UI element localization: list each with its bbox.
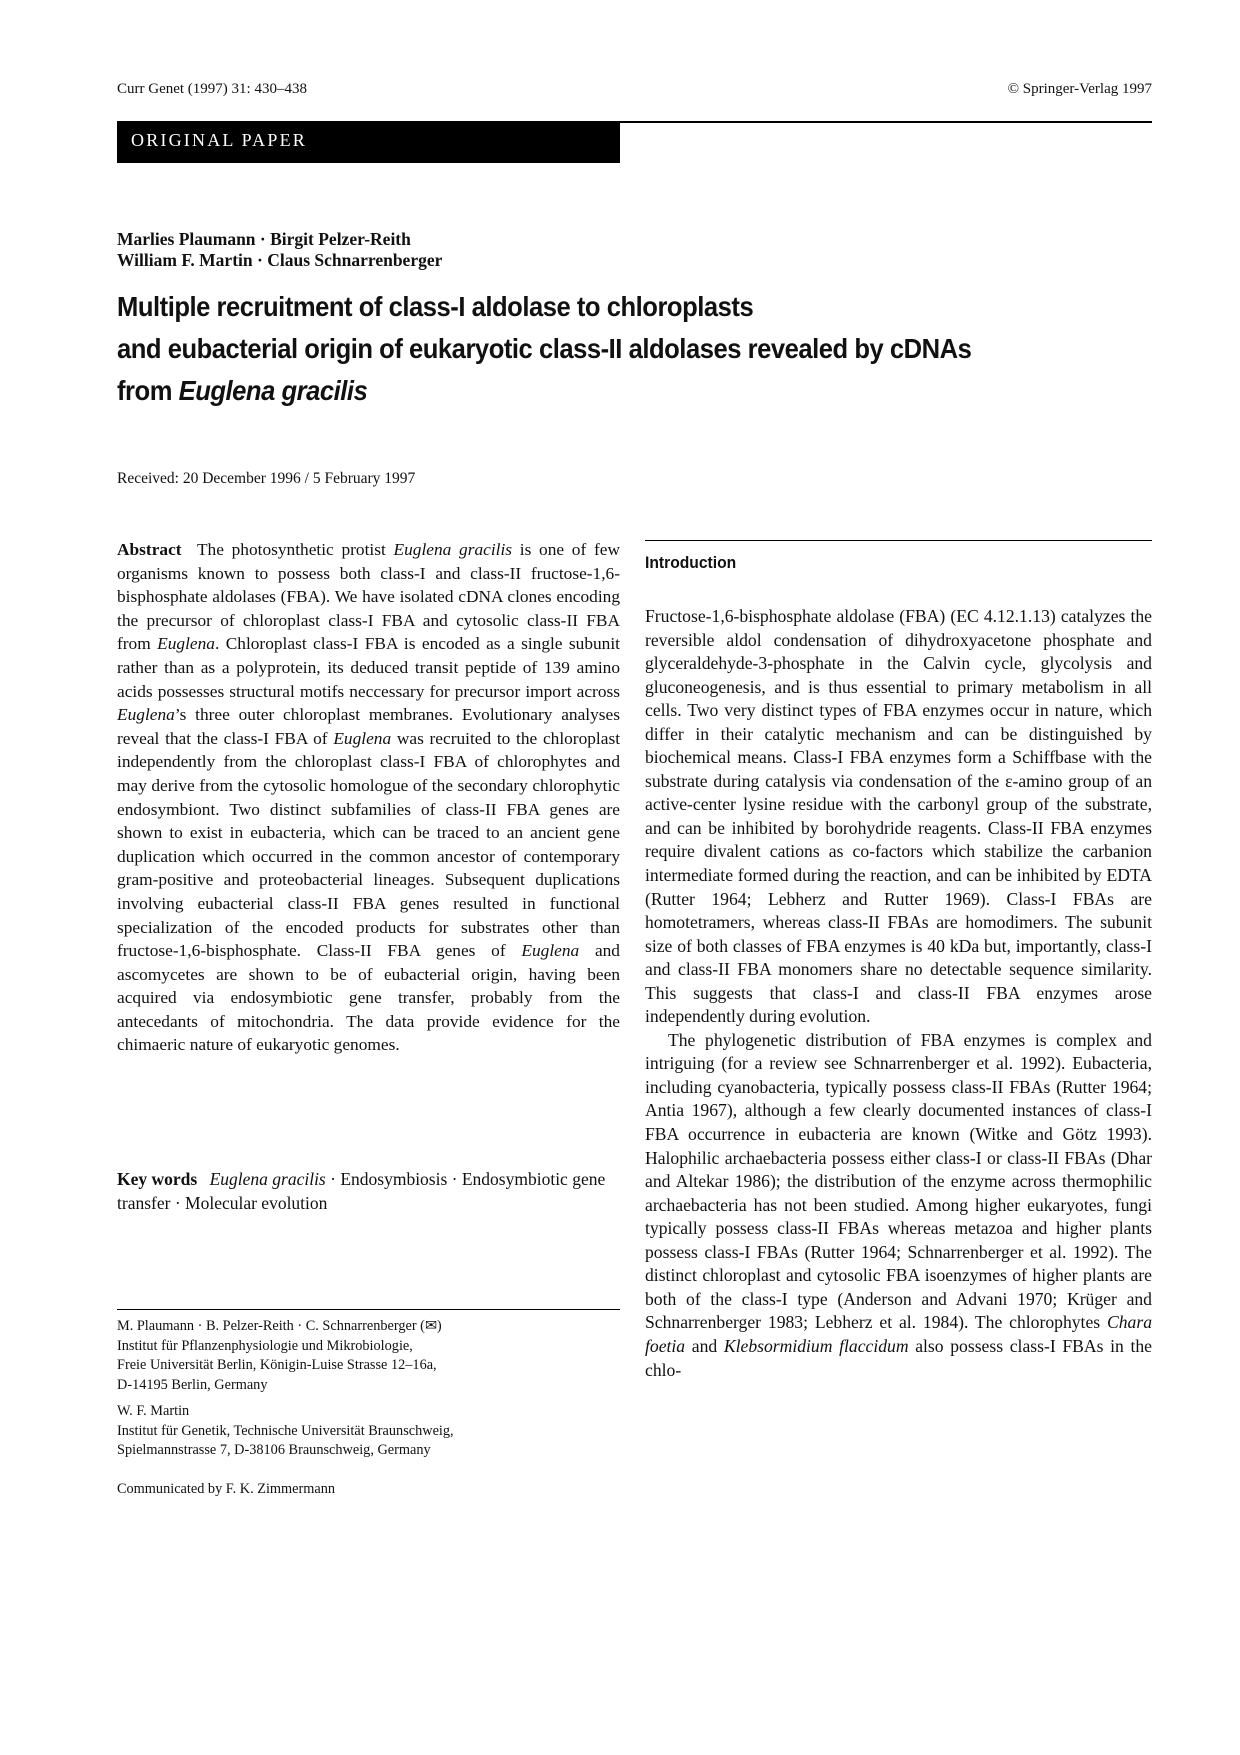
paragraph (645, 1029, 1152, 1382)
abstract-text: The photosynthetic protist (196, 540, 386, 559)
received-dates: Received: 20 December 1996 / 5 February 1997 (117, 470, 416, 487)
affiliation-line: D-14195 Berlin, Germany (117, 1376, 268, 1393)
paragraph (645, 605, 1152, 1029)
title-line: Multiple recruitment of class-I aldolase to chloroplasts (117, 291, 754, 322)
footnote-rule (117, 1309, 620, 1310)
title-line: and eubacterial origin of eukaryotic class-II aldolases revealed by cDNAs (117, 333, 972, 364)
title-prefix: from (117, 375, 172, 406)
affiliation-block (117, 1402, 620, 1461)
communicated-by: Communicated by F. K. Zimmermann (117, 1481, 336, 1497)
abstract-text: is one of few organisms known to possess both class-I and class-II fructose-1,6-bisphosphate aldolases (FBA). We have isolated cDNA clones encoding the precursor of chloroplast class-I FBA and cytosolic class-II FBA from (117, 540, 620, 654)
paragraph-text: -amino group of an active-center lysine residue with the carbonyl group of the substrate, and can be inhibited by borohydride reagents. Class-II FBA enzymes require divalent cations as co-factors which stabilize the carbanion intermediate formed during the reaction, and can be inhibited by EDTA (Rutter 1964; Lebherz and Rutter 1969). Class-I FBAs are homotetramers, whereas class-II FBAs are homodimers. The subunit size of both classes of FBA enzymes is 40 kDa but, importantly, class-I and class-II FBA monomers share no detectable sequence similarity. This suggests that class-I and class-II FBA enzymes arose independently during evolution. (645, 770, 1153, 1027)
journal-citation: Curr Genet (1997) 31: 430–438 (117, 81, 307, 97)
affiliation-line: Spielmannstrasse 7, D-38106 Braunschweig, Germany (117, 1442, 431, 1458)
paragraph-text: and (691, 1335, 718, 1356)
affiliation-line: Freie Universität Berlin, Königin-Luise Strasse 12–16a, (117, 1357, 437, 1373)
affiliation-authors: W. F. Martin (117, 1403, 190, 1419)
author-list (117, 229, 442, 271)
title-line (117, 370, 1084, 412)
abstract-text: and ascomycetes are shown to be of eubacterial origin, having been acquired via endosymbiotic gene transfer, probably from the antecedants of mitochondria. The data provide evidence for the chimaeric nature of eukaryotic genomes. (117, 941, 620, 1055)
abstract-species: Euglena gracilis (393, 540, 513, 559)
paragraph-text: Fructose-1,6-bisphosphate aldolase (FBA) (EC 4.12.1.13) catalyzes the reversible aldol condensation of dihydroxyacetone phosphate and glyceraldehyde-3-phosphate in the Calvin cycle, glycolysis and gluconeogenesis, and is thus essential to primary metabolism in all cells. Two very distinct types of FBA enzymes occur in nature, which differ in their catalytic mechanism and can be distinguished by biochemical means. Class-I FBA enzymes form a Schiffbase with the substrate during catalysis via condensation of the (645, 606, 1152, 791)
introduction-body (645, 605, 1152, 1382)
article-type-label: ORIGINAL PAPER (131, 130, 307, 150)
abstract-label: Abstract (117, 540, 182, 559)
publisher-copyright: © Springer-Verlag 1997 (1007, 81, 1152, 97)
paragraph-text: also possess class-I FBAs in the chlo- (645, 1335, 1152, 1380)
abstract-text: . Chloroplast class-I FBA is encoded as a single subunit rather than as a polyprotein, its deduced transit peptide of 139 amino acids possesses structural motifs neccessary for precursor import across (117, 634, 620, 701)
abstract-text: ’s three outer chloroplast membranes. Evolutionary analyses reveal that the class-I FBA of (117, 705, 620, 748)
affiliation-line: Institut für Pflanzenphysiologie und Mikrobiologie, (117, 1337, 413, 1354)
abstract-species: Euglena (333, 728, 392, 748)
affiliation-block (117, 1317, 620, 1395)
paragraph-text: The phylogenetic distribution of FBA enzymes is complex and intriguing (for a review see Schnarrenberger et al. 1992). Eubacteria, including cyanobacteria, typically possess class-II FBAs (Rutter 1964; Antia 1967), although a few clearly documented instances of class-I FBA occurrence in eubacteria are known (Witke and Götz 1993). Halophilic archaebacteria possess either class-I or class-II FBAs (Dhar and Altekar 1986); the distribution of the enzyme across thermophilic archaebacteria has not been studied. Among higher eukaryotes, fungi typically possess class-II FBAs whereas metazoa and higher plants possess class-I FBAs (Rutter 1964; Schnarrenberger et al. 1992). The distinct chloroplast and cytosolic FBA isoenzymes of higher plants are both of the class-I type (Anderson and Advani 1970; Krüger and Schnarrenberger 1983; Lebherz et al. 1984). The chlorophytes (645, 1029, 1152, 1333)
keywords (117, 1168, 620, 1215)
keywords-label: Key words (117, 1169, 198, 1189)
abstract-species: Euglena (521, 941, 580, 961)
article-title (117, 286, 1084, 412)
keyword-list: · Endosymbiosis · Endosymbiotic gene transfer · Molecular evolution (117, 1169, 606, 1213)
abstract (117, 538, 620, 1057)
author-line: Marlies Plaumann · Birgit Pelzer-Reith (117, 229, 411, 249)
epsilon-symbol: ε (1005, 770, 1013, 791)
title-species: Euglena gracilis (178, 375, 368, 406)
species-name: Klebsormidium flaccidum (723, 1335, 909, 1356)
keyword-species: Euglena gracilis (209, 1169, 326, 1189)
abstract-species: Euglena (117, 705, 175, 725)
header-rule (620, 121, 1152, 123)
article-type-banner (117, 121, 620, 163)
species-name: Chara foetia (645, 1312, 1152, 1356)
abstract-text: was recruited to the chloroplast independently from the chloroplast class-I FBA of chlorophytes and may derive from the cytosolic homologue of the secondary chlorophytic endosymbiont. Two distinct subfamilies of class-II FBA genes are shown to exist in eubacteria, which can be traced to an ancient gene duplication which occurred in the common ancestor of contemporary gram-positive and proteobacterial lineages. Subsequent duplications involving eubacterial class-II FBA genes resulted in functional specialization of the encoded products for substrates other than fructose-1,6-bisphosphate. Class-II FBA genes of (117, 728, 621, 961)
author-line: William F. Martin · Claus Schnarrenberger (117, 250, 443, 270)
abstract-species: Euglena (157, 634, 215, 654)
introduction-rule (645, 540, 1152, 541)
affiliation-authors: M. Plaumann · B. Pelzer-Reith · C. Schnarrenberger (✉) (117, 1318, 442, 1334)
section-heading: Introduction (645, 553, 737, 572)
affiliation-line: Institut für Genetik, Technische Universität Braunschweig, (117, 1422, 454, 1439)
